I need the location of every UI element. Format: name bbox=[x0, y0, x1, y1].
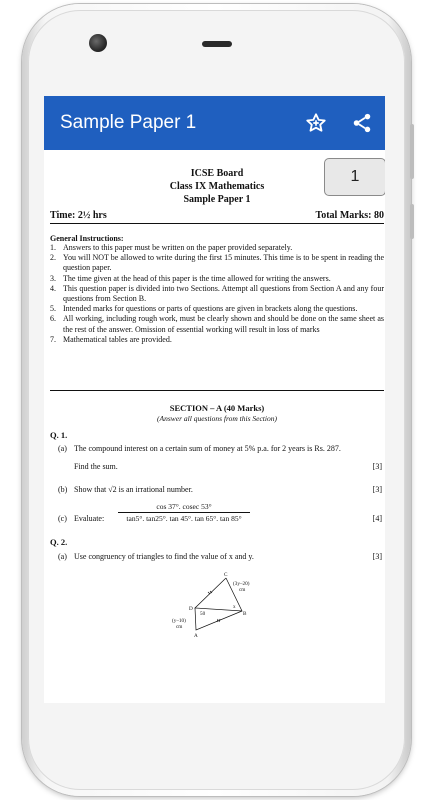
instructions-list bbox=[50, 243, 384, 345]
part-text: Evaluate: bbox=[74, 514, 105, 523]
board-title: ICSE Board bbox=[190, 168, 244, 179]
instruction-item bbox=[50, 304, 384, 314]
star-add-icon[interactable] bbox=[293, 96, 339, 150]
app-screen bbox=[44, 96, 385, 703]
fraction-denominator: tan5°. tan25°. tan 45°. tan 65°. tan 85° bbox=[126, 514, 242, 523]
instruction-number: 6. bbox=[50, 314, 56, 324]
instruction-number: 3. bbox=[50, 273, 56, 283]
part-label: (c) bbox=[58, 514, 67, 523]
question-label: Q. 2. bbox=[50, 537, 68, 547]
question-part bbox=[58, 485, 193, 494]
app-bar bbox=[44, 96, 385, 150]
instruction-item bbox=[50, 274, 384, 284]
instruction-item bbox=[50, 284, 384, 304]
instruction-text: Mathematical tables are provided. bbox=[63, 334, 172, 344]
instruction-number: 7. bbox=[50, 334, 56, 344]
share-icon[interactable] bbox=[339, 96, 385, 150]
question-label: Q. 1. bbox=[50, 430, 68, 440]
total-marks: Total Marks: 80 bbox=[315, 210, 384, 221]
page-indicator: 1 bbox=[324, 158, 385, 196]
part-text: Find the sum. bbox=[74, 462, 118, 471]
fraction bbox=[118, 502, 250, 523]
paper-title: Sample Paper 1 bbox=[183, 194, 251, 205]
question-part bbox=[58, 552, 254, 561]
fraction-numerator: cos 37°. cosec 53° bbox=[118, 502, 250, 513]
marks: [4] bbox=[372, 514, 382, 523]
vertex-c-label: C bbox=[224, 572, 228, 578]
instruction-number: 4. bbox=[50, 283, 56, 293]
angle-x-label: x bbox=[233, 604, 236, 610]
instruction-text: The time given at the head of this paper is the time allowed for writing the answers. bbox=[63, 273, 331, 283]
question-part bbox=[58, 444, 341, 453]
vertex-a-label: A bbox=[194, 633, 198, 639]
instruction-text: Answers to this paper must be written on the paper provided separately. bbox=[63, 243, 293, 252]
marks: [3] bbox=[372, 552, 382, 561]
instruction-item bbox=[50, 253, 384, 273]
instruction-item bbox=[50, 314, 384, 334]
marks: [3] bbox=[372, 485, 382, 494]
side-cb-label: (3y–20) bbox=[233, 581, 250, 587]
divider bbox=[50, 390, 384, 391]
part-text: The compound interest on a certain sum of money at 5% p.a. for 2 years is Rs. 287. bbox=[74, 444, 341, 453]
instructions-title: General Instructions: bbox=[50, 234, 124, 243]
vertex-b-label: B bbox=[243, 611, 247, 617]
instruction-number: 5. bbox=[50, 304, 56, 314]
part-text: Use congruency of triangles to find the value of x and y. bbox=[74, 552, 254, 561]
instruction-text: Intended marks for questions or parts of questions are given in brackets along the questions. bbox=[63, 304, 358, 314]
marks: [3] bbox=[372, 462, 382, 471]
instruction-text: This question paper is divided into two Sections. Attempt all questions from Section A and any four questions from Section B. bbox=[63, 283, 384, 304]
instruction-item bbox=[50, 335, 384, 345]
side-cb-unit: cm bbox=[239, 587, 246, 593]
side-da-label: (y–10) bbox=[172, 618, 186, 624]
instruction-number: 2. bbox=[50, 253, 56, 263]
side-da-unit: cm bbox=[176, 624, 183, 630]
earpiece-speaker bbox=[202, 41, 232, 47]
sqrt-expression: √2 bbox=[108, 485, 117, 494]
power-button bbox=[410, 204, 414, 239]
part-label: (b) bbox=[58, 485, 68, 494]
part-text: Show that bbox=[74, 485, 107, 494]
divider bbox=[50, 223, 384, 224]
part-label: (a) bbox=[58, 444, 67, 453]
volume-button bbox=[410, 124, 414, 179]
part-text: is an irrational number. bbox=[118, 485, 193, 494]
time-allowed: Time: 2½ hrs bbox=[50, 210, 107, 221]
section-subtitle: (Answer all questions from this Section) bbox=[157, 414, 277, 423]
question-part bbox=[58, 514, 104, 523]
instruction-number: 1. bbox=[50, 243, 56, 252]
class-title: Class IX Mathematics bbox=[169, 181, 265, 192]
paper-viewer[interactable] bbox=[44, 150, 385, 703]
angle-50-label: 50 bbox=[200, 611, 206, 617]
part-label: (a) bbox=[58, 552, 67, 561]
vertex-d-label: D bbox=[189, 606, 193, 612]
paper-page bbox=[50, 150, 384, 703]
front-camera bbox=[89, 34, 107, 52]
instruction-text: You will NOT be allowed to write during the first 15 minutes. This time is to be spent in reading the question paper. bbox=[63, 253, 384, 273]
section-title: SECTION – A (40 Marks) bbox=[169, 403, 265, 413]
time-marks-row bbox=[50, 210, 384, 221]
app-title: Sample Paper 1 bbox=[60, 112, 197, 133]
triangle-diagram bbox=[170, 570, 270, 645]
instruction-item bbox=[50, 243, 384, 253]
instruction-text: All working, including rough work, must be clearly shown and should be done on the same sheet as the rest of the answer. Omission of essential working will result in loss of marks bbox=[63, 314, 384, 334]
